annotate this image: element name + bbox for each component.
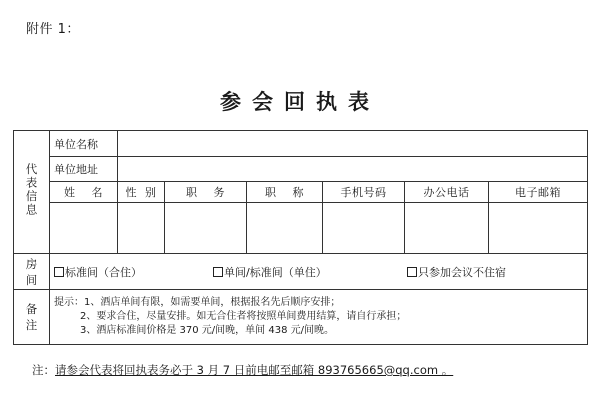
room-option-shared[interactable]: 标准间（合住）	[54, 264, 213, 280]
remarks-label: 备注	[14, 290, 50, 345]
page-title: 参会回执表	[220, 89, 380, 114]
name-cell[interactable]	[50, 203, 118, 254]
col-mobile: 手机号码	[323, 182, 405, 203]
unit-name-label: 单位名称	[50, 131, 118, 157]
note-line: 3、酒店标准间价格是 370 元/间晚，单间 438 元/间晚。	[80, 325, 334, 336]
note-line: 提示：1、酒店单间有限，如需要单间，根据报名先后顺序安排；	[54, 297, 341, 308]
note-line: 2、要求合住，尽量安排。如无合住者将按照单间费用结算，请自行承担；	[80, 311, 407, 322]
col-name: 姓 名	[50, 182, 118, 203]
unit-address-label: 单位地址	[50, 157, 118, 182]
col-position: 职 务	[165, 182, 247, 203]
footer-instruction: 请参会代表将回执表务必于 3 月 7 日前电邮至邮箱 893765665@qq.com 。	[55, 363, 454, 377]
room-option-single[interactable]: 单间/标准间（单住）	[213, 264, 407, 280]
mobile-cell[interactable]	[323, 203, 405, 254]
email-cell[interactable]	[489, 203, 588, 254]
col-gender: 性 别	[118, 182, 165, 203]
footer-note	[32, 362, 453, 378]
attachment-label: 附件 1：	[26, 22, 80, 37]
position-cell[interactable]	[165, 203, 247, 254]
footer-prefix: 注：	[32, 363, 55, 377]
room-options	[50, 254, 588, 290]
checkbox-icon[interactable]	[407, 267, 417, 277]
room-label: 房间	[14, 254, 50, 290]
gender-cell[interactable]	[118, 203, 165, 254]
remarks-notes	[50, 290, 588, 345]
col-office-phone: 办公电话	[405, 182, 489, 203]
col-title: 职 称	[247, 182, 323, 203]
col-email: 电子邮箱	[489, 182, 588, 203]
representative-info-label: 代表信息	[14, 131, 50, 254]
checkbox-icon[interactable]	[54, 267, 64, 277]
unit-address-field[interactable]	[118, 157, 588, 182]
reply-form-table	[13, 130, 588, 345]
unit-name-field[interactable]	[118, 131, 588, 157]
title-cell[interactable]	[247, 203, 323, 254]
office-phone-cell[interactable]	[405, 203, 489, 254]
checkbox-icon[interactable]	[213, 267, 223, 277]
room-option-no-lodging[interactable]: 只参加会议不住宿	[407, 264, 506, 280]
